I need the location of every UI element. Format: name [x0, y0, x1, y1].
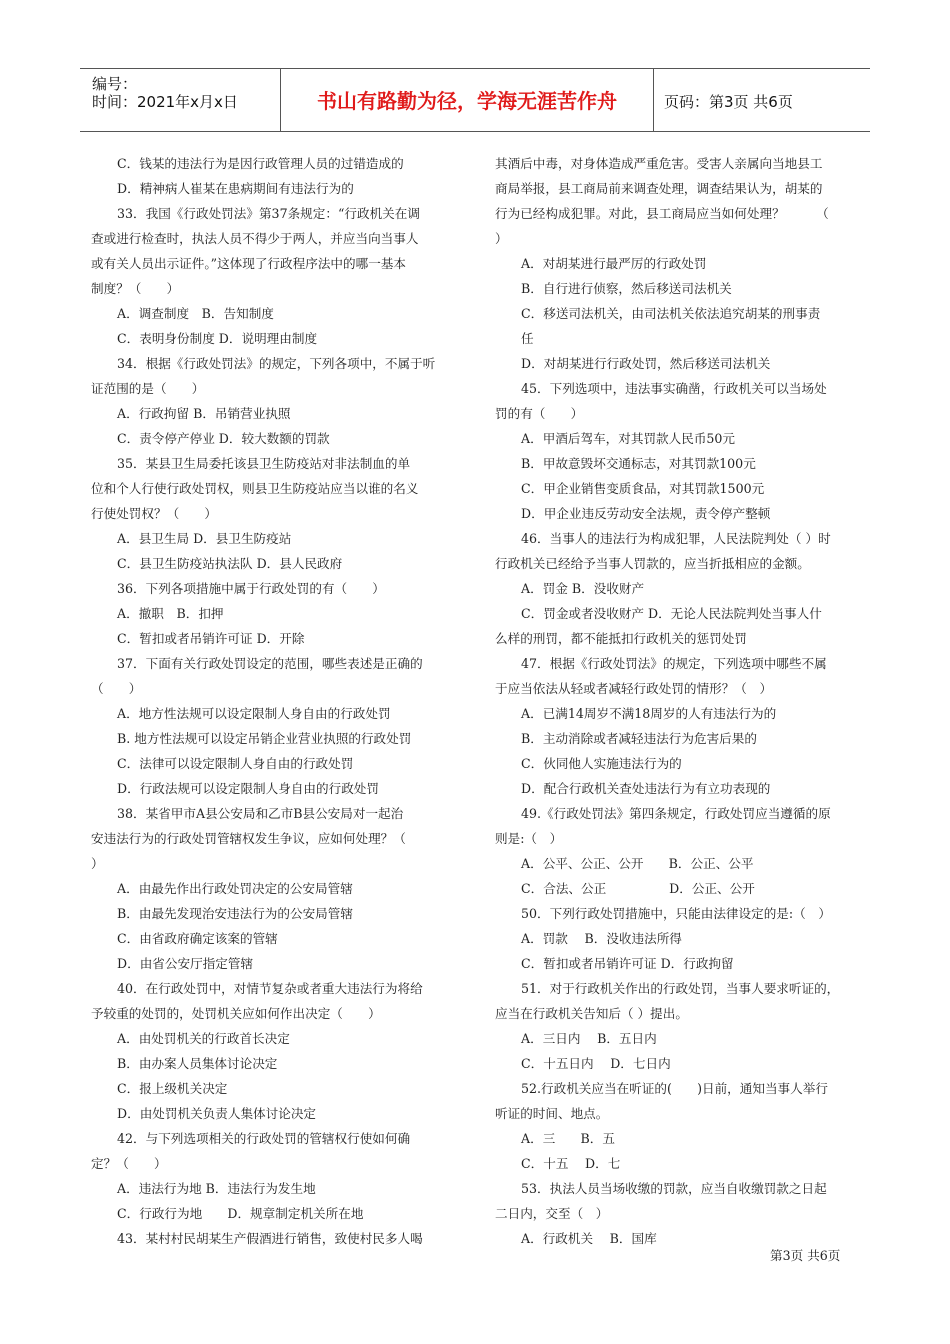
text-line: D．甲企业违反劳动安全法规，责令停产整顿: [521, 506, 771, 521]
text-line: C．法律可以设定限制人身自由的行政处罚: [117, 756, 354, 771]
text-line: 证范围的是（ ）: [91, 381, 205, 396]
text-line: C．罚金或者没收财产 D．无论人民法院判处当事人什: [521, 606, 822, 621]
text-line: （ ）: [91, 681, 142, 696]
text-line: 50．下列行政处罚措施中，只能由法律设定的是:（ ）: [521, 906, 831, 921]
text-line: C．十五 D．七: [521, 1156, 621, 1171]
text-line: A．甲酒后驾车，对其罚款人民币50元: [521, 431, 736, 446]
text-line: 37．下面有关行政处罚设定的范围，哪些表述是正确的: [117, 656, 423, 671]
text-line: A．三 B．五: [521, 1131, 615, 1146]
text-line: 于应当依法从轻或者减轻行政处罚的情形？（ ）: [495, 681, 773, 696]
text-line: A．罚金 B．没收财产: [521, 581, 645, 596]
text-line: 其酒后中毒，对身体造成严重危害。受害人亲属向当地县工: [495, 156, 823, 171]
text-line: C．由省政府确定该案的管辖: [117, 931, 278, 946]
text-line: 47．根据《行政处罚法》的规定，下列选项中哪些不属: [521, 656, 827, 671]
text-line: 51．对于行政机关作出的行政处罚，当事人要求听证的，: [521, 981, 840, 996]
text-line: 位和个人行使行政处罚权，则县卫生防疫站应当以谁的名义: [91, 481, 419, 496]
header-page-cell: [654, 69, 870, 131]
text-line: D．由处罚机关负责人集体讨论决定: [117, 1106, 317, 1121]
text-line: D．精神病人崔某在患病期间有违法行为的: [117, 181, 354, 196]
text-line: 行为已经构成犯罪。对此，县工商局应当如何处理？ （: [495, 206, 829, 221]
text-line: B．由办案人员集体讨论决定: [117, 1056, 278, 1071]
text-line: 查或进行检查时，执法人员不得少于两人，并应当向当事人: [91, 231, 419, 246]
text-line: C．伙同他人实施违法行为的: [521, 756, 682, 771]
text-line: B．甲故意毁坏交通标志，对其罚款100元: [521, 456, 756, 471]
text-line: 商局举报，县工商局前来调查处理，调查结果认为，胡某的: [495, 181, 823, 196]
text-line: C．钱某的违法行为是因行政管理人员的过错造成的: [117, 156, 404, 171]
text-line: C．责令停产停业 D．较大数额的罚款: [117, 431, 330, 446]
text-line: 49.《行政处罚法》第四条规定，行政处罚应当遵循的原: [521, 806, 831, 821]
header-motto: 书山有路勤为径，学海无涯苦作舟: [317, 89, 617, 113]
text-line: C．县卫生防疫站执法队 D．县人民政府: [117, 556, 343, 571]
text-line: D．对胡某进行行政处罚，然后移送司法机关: [521, 356, 771, 371]
text-line: A．由处罚机关的行政首长决定: [117, 1031, 290, 1046]
text-line: 46．当事人的违法行为构成犯罪，人民法院判处（ ）时: [521, 531, 831, 546]
right-text-column: [495, 151, 871, 1251]
text-line: A．行政机关 B．国库: [521, 1231, 657, 1246]
text-line: B．主动消除或者减轻违法行为危害后果的: [521, 731, 757, 746]
text-line: 52.行政机关应当在听证的( )日前，通知当事人举行: [521, 1081, 828, 1096]
text-line: 定？（ ）: [91, 1156, 167, 1171]
text-line: A．对胡某进行最严厉的行政处罚: [521, 256, 707, 271]
text-line: C．暂扣或者吊销许可证 D．行政拘留: [521, 956, 734, 971]
text-line: 53．执法人员当场收缴的罚款，应当自收缴罚款之日起: [521, 1181, 827, 1196]
text-line: C．移送司法机关，由司法机关依法追究胡某的刑事责: [521, 306, 821, 321]
text-line: C．报上级机关决定: [117, 1081, 228, 1096]
page-header: [80, 68, 870, 132]
text-line: 45．下列选项中，违法事实确凿，行政机关可以当场处: [521, 381, 827, 396]
page-footer-number: 第3页 共6页: [770, 1248, 841, 1263]
text-line: 36．下列各项措施中属于行政处罚的有（ ）: [117, 581, 385, 596]
text-line: ）: [91, 856, 104, 871]
text-line: D．行政法规可以设定限制人身自由的行政处罚: [117, 781, 379, 796]
text-line: 听证的时间、地点。: [495, 1106, 609, 1121]
text-line: 38．某省甲市A县公安局和乙市B县公安局对一起治: [117, 806, 404, 821]
text-line: 40．在行政处罚中，对情节复杂或者重大违法行为将给: [117, 981, 423, 996]
text-line: 34．根据《行政处罚法》的规定，下列各项中，不属于听: [117, 356, 436, 371]
text-line: C．行政行为地 D．规章制定机关所在地: [117, 1206, 364, 1221]
text-line: B. 地方性法规可以设定吊销企业营业执照的行政处罚: [117, 731, 412, 746]
text-line: 35．某县卫生局委托该县卫生防疫站对非法制血的单: [117, 456, 411, 471]
text-line: B．由最先发现治安违法行为的公安局管辖: [117, 906, 353, 921]
header-page-number: 页码：第3页 共6页: [664, 93, 793, 111]
text-line: 33．我国《行政处罚法》第37条规定：“行政机关在调: [117, 206, 420, 221]
text-line: 则是:（ ）: [495, 831, 563, 846]
header-info-cell: [80, 69, 281, 131]
text-line: A．已满14周岁不满18周岁的人有违法行为的: [521, 706, 777, 721]
text-line: A．公平、公正、公开 B．公正、公平: [521, 856, 754, 871]
text-line: 任: [521, 331, 534, 346]
text-line: 予较重的处罚的，处罚机关应如何作出决定（ ）: [91, 1006, 381, 1021]
left-text-column: [91, 151, 467, 1251]
text-line: D．配合行政机关查处违法行为有立功表现的: [521, 781, 771, 796]
text-line: C．甲企业销售变质食品，对其罚款1500元: [521, 481, 765, 496]
text-line: 制度？（ ）: [91, 281, 180, 296]
text-line: A．违法行为地 B．违法行为发生地: [117, 1181, 316, 1196]
document-number-label: 编号：: [92, 75, 138, 93]
text-line: 行政机关已经给予当事人罚款的，应当折抵相应的金额。: [495, 556, 810, 571]
text-line: A．地方性法规可以设定限制人身自由的行政处罚: [117, 706, 391, 721]
document-date-label: 时间：2021年x月x日: [92, 93, 238, 111]
text-line: 罚的有（ ）: [495, 406, 584, 421]
text-line: A．三日内 B．五日内: [521, 1031, 657, 1046]
text-line: 42．与下列选项相关的行政处罚的管辖权行使如何确: [117, 1131, 411, 1146]
text-line: A．县卫生局 D．县卫生防疫站: [117, 531, 292, 546]
text-line: A．撤职 B．扣押: [117, 606, 224, 621]
text-line: C．表明身份制度 D．说明理由制度: [117, 331, 318, 346]
text-line: 么样的刑罚，都不能抵扣行政机关的惩罚处罚: [495, 631, 747, 646]
text-line: A．由最先作出行政处罚决定的公安局管辖: [117, 881, 353, 896]
text-line: 安违法行为的行政处罚管辖权发生争议，应如何处理？（: [91, 831, 406, 846]
text-line: ）: [495, 231, 508, 246]
text-line: C．暂扣或者吊销许可证 D．开除: [117, 631, 305, 646]
text-line: C．合法、公正 D．公正、公开: [521, 881, 755, 896]
text-line: B．自行进行侦察，然后移送司法机关: [521, 281, 732, 296]
header-motto-cell: [281, 69, 654, 131]
text-line: C．十五日内 D．七日内: [521, 1056, 671, 1071]
text-line: 或有关人员出示证件。”这体现了行政程序法中的哪一基本: [91, 256, 406, 271]
text-line: A．罚款 B．没收违法所得: [521, 931, 682, 946]
text-line: 二日内，交至（ ）: [495, 1206, 609, 1221]
text-line: A．行政拘留 B．吊销营业执照: [117, 406, 291, 421]
text-line: 行使处罚权？（ ）: [91, 506, 217, 521]
text-line: 43．某村村民胡某生产假酒进行销售，致使村民多人喝: [117, 1231, 423, 1246]
text-line: 应当在行政机关告知后（ ）提出。: [495, 1006, 688, 1021]
text-line: A．调查制度 B．告知制度: [117, 306, 274, 321]
text-line: D．由省公安厅指定管辖: [117, 956, 254, 971]
